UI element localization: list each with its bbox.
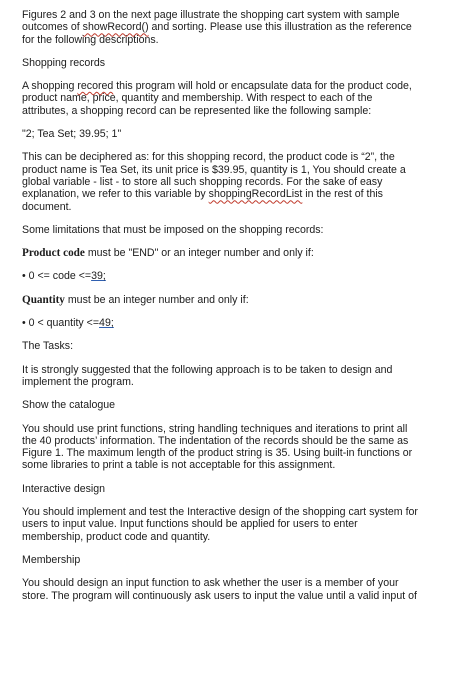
text-line: Figure 1. The maximum length of the product string is 35. Using built-in functions or (22, 447, 413, 460)
text-line: It is strongly suggested that the following approach is to be taken to design and (22, 363, 393, 376)
section-heading-interactive-design: Interactive design (22, 482, 106, 495)
membership-paragraph (22, 577, 455, 602)
text-line: This can be deciphered as: for this shopping record, the product code is “2”, the (22, 151, 395, 164)
product-code-rule: Product code must be "END" or an integer number and only if: (22, 247, 314, 260)
text-line: membership, product code and quantity. (22, 530, 211, 543)
quantity-bullet: • 0 < quantity <=49; (22, 317, 114, 330)
quantity-max-value: 49; (99, 317, 114, 330)
text-line: implement the program. (22, 375, 134, 388)
section-heading-catalogue: Show the catalogue (22, 399, 116, 412)
function-name-showrecord: showRecord() (82, 21, 149, 34)
text-line: store. The program will continuously ask users to input the value until a valid input of (22, 589, 417, 602)
text-line: You should implement and test the Interactive design of the shopping cart system for (22, 506, 418, 519)
text-line: some libraries to print a table is not acceptable for this assignment. (22, 459, 336, 472)
section-heading-shopping-records: Shopping records (22, 56, 106, 69)
interactive-paragraph (22, 506, 455, 543)
intro-paragraph (22, 9, 455, 46)
text-line: document. (22, 200, 72, 213)
variable-name-shoppingrecordlist: shoppingRecordList (208, 188, 303, 201)
text-line: global variable - list - to store all such shopping records. For the sake of easy (22, 175, 383, 188)
text-line: You should use print functions, string handling techniques and iterations to print all (22, 422, 408, 435)
text-line: outcomes of showRecord() and sorting. Please use this illustration as the reference (22, 21, 412, 34)
tasks-paragraph (22, 364, 455, 389)
text-line: You should design an input function to ask whether the user is a member of your (22, 577, 399, 590)
text-line: users to input value. Input functions should be applied for users to enter (22, 518, 358, 531)
text-line: for the following descriptions. (22, 33, 159, 46)
quantity-rule: Quantity must be an integer number and only if: (22, 293, 249, 306)
text-line: product name, price, quantity and membership. With respect to each of the (22, 92, 373, 105)
limitations-intro: Some limitations that must be imposed on the shopping records: (22, 223, 324, 236)
text-line: Figures 2 and 3 on the next page illustrate the shopping cart system with sample (22, 9, 400, 21)
misspelled-word: recored (77, 80, 114, 93)
shopping-record-paragraph (22, 80, 455, 117)
section-heading-tasks: The Tasks: (22, 340, 74, 353)
catalogue-paragraph (22, 423, 455, 472)
section-heading-membership: Membership (22, 553, 81, 566)
product-code-label: Product code (22, 247, 85, 260)
sample-record: "2; Tea Set; 39.95; 1" (22, 128, 122, 141)
text-line: explanation, we refer to this variable by shoppingRecordList in the rest of this (22, 188, 383, 201)
decipher-paragraph (22, 151, 455, 212)
code-max-value: 39; (91, 270, 106, 283)
text-line: A shopping recored this program will hold or encapsulate data for the product code, (22, 80, 412, 93)
text-line: product name is Tea Set, its unit price is $39.95, quantity is 1, You should create a (22, 163, 406, 176)
text-line: the 40 products’ information. The indentation of the records should be the same as (22, 434, 409, 447)
quantity-label: Quantity (22, 293, 65, 306)
text-line: attributes, a shopping record can be represented like the following sample: (22, 104, 372, 117)
product-code-bullet: • 0 <= code <=39; (22, 270, 106, 283)
